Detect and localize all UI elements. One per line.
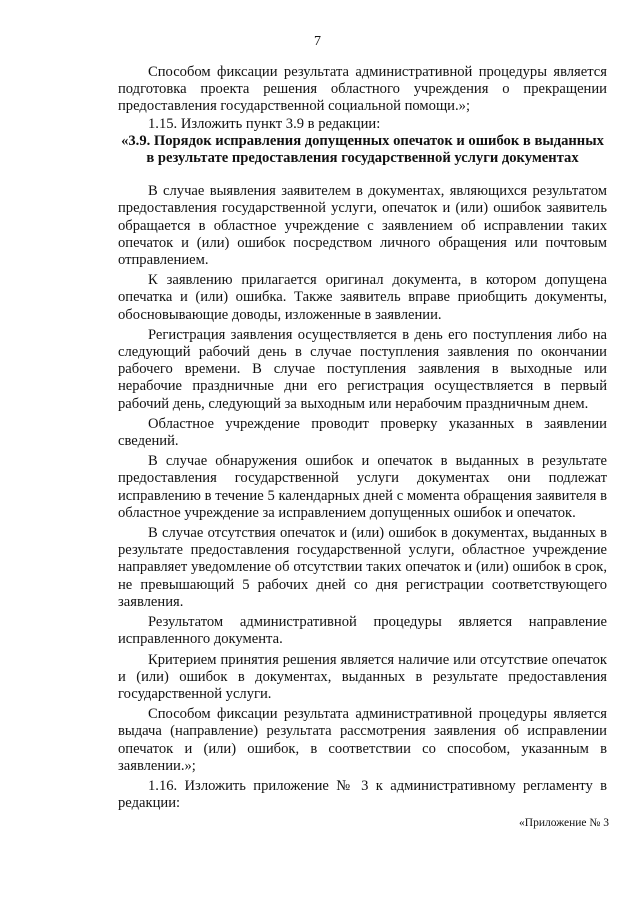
page-number: 7 [314, 34, 321, 49]
paragraph-fixation-method: Способом фиксации результата административной процедуры является выдача (направление) результата рассмотрения заявления об исправлении опечаток и (или) ошибок, в соответствии со способом, указанным в заявлении.»; [118, 706, 607, 774]
paragraph-registration: Регистрация заявления осуществляется в день его поступления либо на следующий рабочий день в случае поступления заявления по окончании рабочего времени. В случае поступления заявления в выходные или нерабочие праздничные дни его регистрация осуществляется в первый рабочий день, следующий за выходным или нерабочим праздничным днем. [118, 326, 607, 412]
paragraph-errors-found: В случае обнаружения ошибок и опечаток в выданных в результате предоставления государственной услуги документах они подлежат исправлению в течение 5 календарных дней с момента обращения заявителя в областное учреждение за исправлением допущенных ошибок и опечаток. [118, 453, 607, 521]
paragraph-no-errors: В случае отсутствия опечаток и (или) ошибок в документах, выданных в результате предоставления государственной услуги, областное учреждение направляет уведомление об отсутствии таких опечаток и (или) ошибок в срок, не превышающий 5 рабочих дней со дня регистрации соответствующего заявления. [118, 525, 607, 610]
paragraph-decision-criterion: Критерием принятия решения является наличие или отсутствие опечаток и (или) ошибок в документах, выданных в результате предоставления государственной услуги. [118, 651, 607, 702]
document-body [118, 64, 607, 812]
appendix-label: «Приложение № 3 [519, 817, 609, 829]
paragraph-result-fixation: Способом фиксации результата административной процедуры является подготовка проекта решения областного учреждения о прекращении предоставления государственной социальной помощи.»; [118, 64, 607, 115]
paragraph-item-1-15: 1.15. Изложить пункт 3.9 в редакции: [148, 115, 381, 132]
paragraph-attachments: К заявлению прилагается оригинал документа, в котором допущена опечатка и (или) ошибка. Также заявитель вправе приобщить документы, обосновывающие доводы, изложенные в заявлении. [118, 272, 607, 323]
paragraph-applicant-detection: В случае выявления заявителем в документах, являющихся результатом предоставления государственной услуги, опечаток и (или) ошибок заявитель обращается в областное учреждение с заявлением об исправлении таких опечаток и (или) ошибок посредством личного обращения или почтовым отправлением. [118, 183, 607, 269]
section-heading-3-9: «3.9. Порядок исправления допущенных опечаток и ошибок в выданных в результате предоставления государственной услуги документах [121, 132, 604, 167]
paragraph-verification: Областное учреждение проводит проверку указанных в заявлении сведений. [118, 415, 607, 450]
paragraph-item-1-16: 1.16. Изложить приложение № 3 к административному регламенту в редакции: [118, 777, 607, 812]
paragraph-procedure-result: Результатом административной процедуры является направление исправленного документа. [118, 614, 607, 648]
